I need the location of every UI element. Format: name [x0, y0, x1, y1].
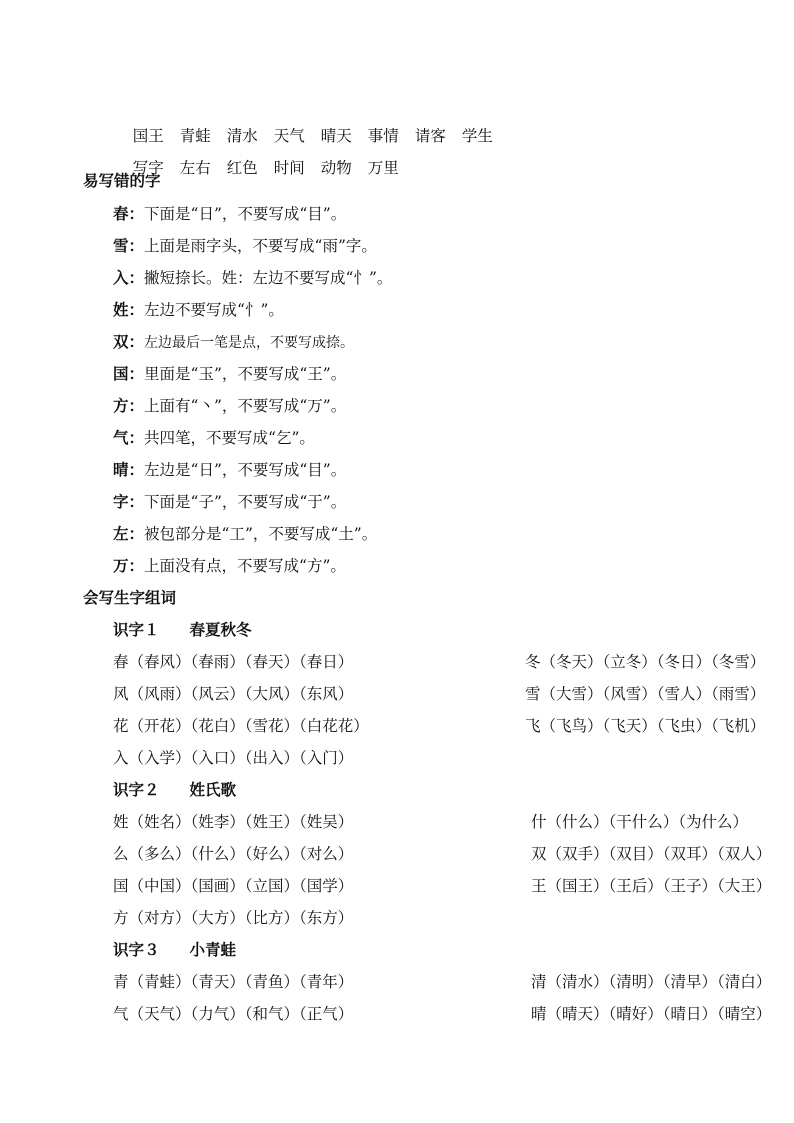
word: 天气 — [273, 127, 305, 145]
mistake-note — [113, 268, 392, 288]
word-group-row — [113, 684, 766, 704]
group-left: 国（中国）（国画）（立国）（国学） — [113, 877, 354, 895]
word-group-row — [113, 716, 766, 736]
section-heading-mistakes: 易写错的字 — [83, 171, 161, 190]
note-char: 气： — [113, 428, 145, 447]
note-text: 上面没有点，不要写成“方”。 — [144, 557, 346, 575]
mistake-note — [113, 396, 346, 416]
note-char: 方： — [113, 396, 145, 415]
note-char: 万： — [113, 556, 145, 575]
group-right: 雪（大雪）（风雪）（雪人）（雨雪） — [525, 685, 766, 703]
note-text: 下面是“日”，不要写成“目”。 — [144, 205, 347, 223]
group-right: 清（清水）（清明）（清早）（清白） — [531, 973, 772, 991]
word-group-row — [113, 972, 772, 992]
word-group-row — [113, 876, 772, 896]
note-text: 下面是“子”，不要写成“于”。 — [144, 493, 347, 511]
group-left: 青（青蛙）（青天）（青鱼）（青年） — [113, 973, 354, 991]
note-text: 上面是雨字头，不要写成“雨”字。 — [144, 237, 377, 255]
group-right: 王（国王）（王后）（王子）（大王） — [531, 877, 772, 895]
note-char: 双： — [113, 332, 145, 351]
note-char: 姓： — [113, 300, 145, 319]
note-char: 晴： — [113, 460, 145, 479]
note-char: 雪： — [113, 236, 145, 255]
group-left: 春（春风）（春雨）（春天）（春日） — [113, 653, 354, 671]
word: 请客 — [414, 127, 446, 145]
lesson-title: 姓氏歌 — [189, 780, 237, 799]
group-left: 入（入学）（入口）（出入）（入门） — [113, 749, 354, 767]
note-text: 左边最后一笔是点，不要写成捺。 — [144, 335, 355, 351]
word-group-row — [113, 844, 772, 864]
note-text: 左边是“日”，不要写成“目”。 — [144, 461, 347, 479]
group-left: 风（风雨）（风云）（大风）（东风） — [113, 685, 354, 703]
lesson-heading — [113, 620, 252, 640]
note-char: 左： — [113, 524, 145, 543]
section-heading-word-groups: 会写生字组词 — [83, 588, 177, 607]
mistake-note — [113, 524, 377, 544]
lesson-heading — [113, 780, 236, 800]
word: 晴天 — [320, 127, 352, 145]
word: 国王 — [132, 127, 164, 145]
group-right: 双（双手）（双目）（双耳）（双人） — [531, 845, 772, 863]
note-text: 里面是“玉”，不要写成“王”。 — [144, 365, 347, 383]
word-group-row — [113, 748, 353, 768]
mistake-note — [113, 428, 315, 448]
word-group-row — [113, 908, 353, 928]
mistake-note — [113, 492, 346, 512]
group-left: 姓（姓名）（姓李）（姓王）（姓吴） — [113, 813, 354, 831]
note-text: 撇短捺长。姓：左边不要写成“忄”。 — [144, 269, 393, 287]
word-group-row — [113, 1004, 772, 1024]
note-char: 入： — [113, 268, 145, 287]
group-right: 飞（飞鸟）（飞天）（飞虫）（飞机） — [525, 717, 766, 735]
word: 红色 — [226, 159, 258, 177]
note-char: 字： — [113, 492, 145, 511]
mistake-note — [113, 556, 346, 576]
mistake-note — [113, 204, 346, 224]
lesson-title: 春夏秋冬 — [189, 620, 252, 639]
mistake-note — [113, 364, 346, 384]
mistake-note — [113, 300, 284, 320]
mistake-note — [113, 460, 346, 480]
group-right: 晴（晴天）（晴好）（晴日）（晴空） — [531, 1005, 772, 1023]
mistake-note — [113, 236, 377, 256]
word: 事情 — [367, 127, 399, 145]
word-group-row — [113, 812, 749, 832]
note-char: 春： — [113, 204, 145, 223]
group-left: 方（对方）（大方）（比方）（东方） — [113, 909, 354, 927]
lesson-label: 识字２ — [113, 780, 160, 799]
word: 时间 — [273, 159, 305, 177]
group-left: 花（开花）（花白）（雪花）（白花花） — [113, 717, 369, 735]
note-text: 左边不要写成“忄”。 — [144, 301, 284, 319]
word-group-row — [113, 652, 766, 672]
note-text: 被包部分是“工”，不要写成“土”。 — [144, 525, 378, 543]
word: 清水 — [226, 127, 258, 145]
note-text: 共四笔，不要写成“乞”。 — [144, 429, 315, 447]
note-text: 上面有“丶”，不要写成“万”。 — [144, 397, 347, 415]
lesson-label: 识字１ — [113, 620, 160, 639]
word: 左右 — [179, 159, 211, 177]
note-char: 国： — [113, 364, 145, 383]
group-left: 气（天气）（力气）（和气）（正气） — [113, 1005, 354, 1023]
word: 学生 — [461, 127, 493, 145]
group-left: 么（多么）（什么）（好么）（对么） — [113, 845, 354, 863]
word: 青蛙 — [179, 127, 211, 145]
word: 万里 — [367, 159, 399, 177]
mistake-note — [113, 332, 354, 353]
group-right: 什（什么）（干什么）（为什么） — [531, 813, 749, 831]
word: 动物 — [320, 159, 352, 177]
lesson-title: 小青蛙 — [189, 940, 237, 959]
group-right: 冬（冬天）（立冬）（冬日）（冬雪） — [525, 653, 766, 671]
word: 写字 — [132, 159, 164, 177]
lesson-label: 识字３ — [113, 940, 160, 959]
lesson-heading — [113, 940, 236, 960]
